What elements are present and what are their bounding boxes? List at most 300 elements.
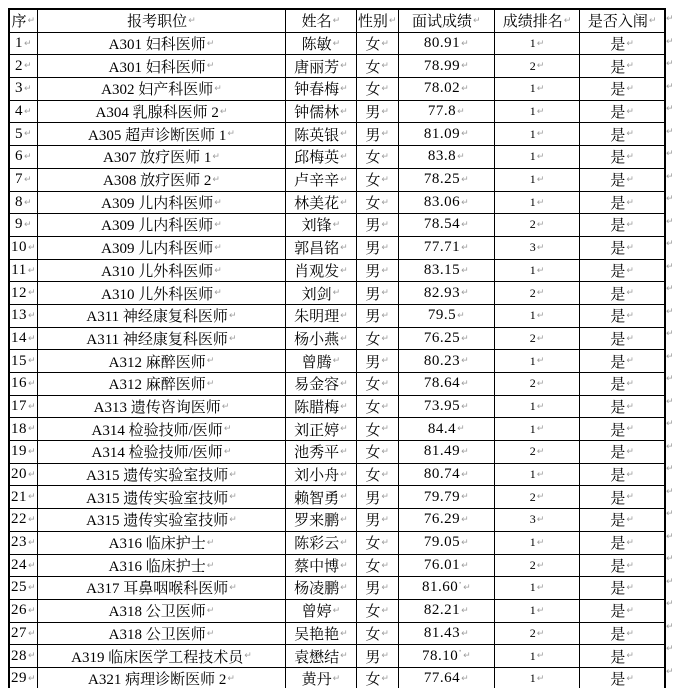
gender-text: 女 [365,36,381,53]
cell-end-mark: ↵ [212,152,220,163]
position-text: A316 临床护士 [108,536,206,553]
gender-cell [356,78,398,101]
row-end-mark: ↵ [666,126,674,137]
cell-end-mark: ↵ [340,310,348,321]
position-text: A312 麻醉医师 [108,377,206,394]
admitted-text: 是 [610,626,626,643]
rank-text: 2 [529,557,536,572]
row-end-mark: ↵ [666,59,674,69]
admitted-cell [580,350,665,373]
gender-text: 男 [365,354,381,371]
cell-end-mark: ↵ [381,628,389,639]
name-text: 刘剑 [301,286,332,303]
gender-text: 女 [365,422,381,439]
score-cell [398,509,494,532]
score-cell [398,282,494,305]
admitted-cell [580,486,665,509]
position-text: A315 遗传实验室技师 [86,513,229,530]
row-number-text: 2 [15,57,24,74]
score-text: 78.64 [423,375,461,392]
name-cell [286,32,356,55]
admitted-cell [580,304,665,327]
cell-end-mark: ↵ [24,197,32,208]
cell-end-mark: ↵ [332,220,341,231]
score-cell [398,327,494,350]
position-text: A317 耳鼻咽喉科医师 [86,581,229,598]
rank-text: 1 [529,603,536,618]
cell-end-mark: ↵ [461,379,469,389]
position-cell [37,645,286,668]
row-end-mark: ↵ [666,486,674,497]
position-text: A316 临床护士 [108,558,206,575]
row-number-text: 27 [11,624,28,641]
gender-cell [356,214,398,237]
rank-cell [494,100,579,123]
cell-end-mark: ↵ [340,401,348,412]
cell-end-mark: ↵ [461,515,469,526]
position-cell [37,554,286,577]
name-cell [286,645,356,668]
row-number-text: 26 [11,602,28,619]
cell-end-mark: ↵ [626,129,634,140]
admitted-cell [580,463,665,486]
space-mark: · [458,576,463,591]
cell-end-mark: ↵ [461,356,469,367]
cell-end-mark: ↵ [381,401,389,412]
rank-text: 1 [529,149,536,164]
row-number-text: 25 [11,579,28,596]
position-cell [37,395,286,418]
cell-end-mark: ↵ [461,673,469,684]
cell-end-mark: ↵ [28,424,36,435]
cell-end-mark: ↵ [206,605,215,616]
admitted-text: 是 [610,263,626,280]
name-cell [286,191,356,214]
rank-cell [494,486,579,509]
cell-end-mark: ↵ [461,38,469,49]
row-end-mark: ↵ [666,14,674,24]
score-cell [398,259,494,282]
rank-text: 3 [529,512,536,527]
score-cell [398,350,494,373]
rank-text: 1 [529,353,536,368]
position-cell [37,327,286,350]
position-cell [37,531,286,554]
cell-end-mark: ↵ [536,38,545,49]
cell-end-mark: ↵ [536,333,545,344]
admitted-cell [580,645,665,668]
gender-cell [356,554,398,577]
header-name [286,9,356,32]
row-end-mark: ↵ [666,36,674,47]
cell-end-mark: ↵ [461,628,469,639]
position-text: A321 病理诊断医师 2 [88,672,227,688]
cell-end-mark: ↵ [381,673,389,684]
position-cell [37,55,286,78]
cell-end-mark: ↵ [340,84,348,95]
gender-text: 男 [365,127,381,144]
rank-text: 1 [529,35,536,50]
row-number-cell [9,395,37,418]
position-text: A315 遗传实验室技师 [86,468,229,484]
cell-end-mark: ↵ [24,61,32,72]
rank-text: 1 [529,671,536,686]
score-cell [398,32,494,55]
admitted-text: 是 [610,331,626,348]
admitted-text: 是 [610,672,626,688]
score-text: 77.64 [423,670,461,687]
gender-text: 女 [365,604,381,621]
admitted-text: 是 [610,82,626,99]
cell-end-mark: ↵ [340,129,348,140]
cell-end-mark: ↵ [473,16,481,26]
admitted-cell [580,236,665,259]
gender-cell [356,622,398,645]
row-number-cell [9,55,37,78]
row-number-cell [9,373,37,396]
rank-cell [494,78,579,101]
cell-end-mark: ↵ [381,310,389,321]
cell-end-mark: ↵ [340,537,348,548]
position-cell [37,599,286,622]
cell-end-mark: ↵ [381,515,389,526]
row-end-mark: ↵ [666,374,674,384]
header-row [9,9,665,32]
admitted-text: 是 [610,468,626,484]
cell-end-mark: ↵ [626,152,634,163]
cell-end-mark: ↵ [28,583,36,594]
table-row [9,418,665,441]
position-text: A305 超声诊断医师 1 [88,127,227,144]
cell-end-mark: ↵ [223,424,232,435]
rank-text: 1 [529,580,536,595]
cell-end-mark: ↵ [381,379,389,389]
table-row [9,373,665,396]
name-text: 曾婷 [301,604,332,621]
score-text: 81.43 [423,624,461,641]
cell-end-mark: ↵ [332,605,341,616]
row-end-mark: ↵ [666,104,674,114]
name-text: 袁懋结 [294,649,340,666]
admitted-cell [580,100,665,123]
score-cell [398,78,494,101]
name-cell [286,259,356,282]
name-text: 池秀平 [294,445,340,462]
rank-cell [494,577,579,600]
gender-cell [356,236,398,259]
row-number-text: 21 [11,488,28,505]
header-position-label: 报考职位 [127,14,188,31]
position-cell [37,259,286,282]
row-number-text: 15 [11,352,28,369]
position-text: A310 儿外科医师 [101,263,214,280]
cell-end-mark: ↵ [381,537,389,548]
cell-end-mark: ↵ [229,492,237,503]
row-end-mark: ↵ [666,531,674,542]
rank-cell [494,236,579,259]
rank-cell [494,395,579,418]
table-row [9,214,665,237]
rank-cell [494,418,579,441]
row-end-mark: ↵ [666,644,674,654]
cell-end-mark: ↵ [536,560,545,571]
row-number-text: 20 [11,466,28,482]
score-text: 83.15 [423,261,461,278]
admitted-text: 是 [610,354,626,371]
position-cell [37,304,286,327]
cell-end-mark: ↵ [381,84,389,95]
row-number-cell [9,622,37,645]
admitted-text: 是 [610,558,626,575]
position-cell [37,373,286,396]
row-end-marks [666,8,676,683]
cell-end-mark: ↵ [28,333,36,344]
cell-end-mark: ↵ [626,515,634,526]
rank-text: 1 [529,194,536,209]
cell-end-mark: ↵ [536,84,545,95]
position-text: A309 儿内科医师 [101,218,214,235]
table-row [9,32,665,55]
rank-text: 2 [529,330,536,345]
row-number-text: 29 [11,670,28,687]
name-text: 赖智勇 [294,490,340,507]
row-end-mark: ↵ [666,666,674,677]
cell-end-mark: ↵ [626,288,634,299]
cell-end-mark: ↵ [388,16,397,26]
cell-end-mark: ↵ [214,220,222,231]
gender-text: 女 [365,82,381,99]
cell-end-mark: ↵ [28,310,36,321]
name-cell [286,531,356,554]
admitted-cell [580,259,665,282]
gender-cell [356,599,398,622]
cell-end-mark: ↵ [381,356,389,367]
cell-end-mark: ↵ [381,583,389,594]
score-cell [398,463,494,486]
position-cell [37,168,286,191]
cell-end-mark: ↵ [457,106,465,117]
rank-cell [494,554,579,577]
row-end-mark: ↵ [666,441,674,452]
cell-end-mark: ↵ [228,333,237,344]
cell-end-mark: ↵ [536,242,545,253]
admitted-text: 是 [610,241,626,258]
name-text: 郭昌铭 [294,241,340,258]
cell-end-mark: ↵ [381,61,389,72]
row-number-cell [9,486,37,509]
position-cell [37,418,286,441]
cell-end-mark: ↵ [340,583,348,594]
gender-text: 女 [365,672,381,688]
name-text: 钟儒林 [294,105,340,121]
cell-end-mark: ↵ [28,401,36,412]
table-row [9,350,665,373]
cell-end-mark: ↵ [340,197,348,208]
rank-cell [494,259,579,282]
admitted-cell [580,282,665,305]
cell-end-mark: ↵ [381,38,389,49]
cell-end-mark: ↵ [381,106,389,117]
position-cell [37,667,286,688]
name-cell [286,395,356,418]
table-row [9,486,665,509]
table-row [9,236,665,259]
admitted-cell [580,146,665,169]
position-cell [37,214,286,237]
admitted-text: 是 [610,150,626,167]
table-row [9,304,665,327]
row-number-text: 12 [11,284,28,301]
cell-end-mark: ↵ [229,515,237,526]
gender-cell [356,259,398,282]
cell-end-mark: ↵ [461,469,469,480]
admitted-text: 是 [610,581,626,598]
cell-end-mark: ↵ [381,492,389,503]
cell-end-mark: ↵ [626,106,634,117]
row-end-mark: ↵ [666,351,674,362]
gender-cell [356,441,398,464]
name-cell [286,622,356,645]
rank-text: 1 [529,467,536,481]
row-number-text: 8 [15,193,24,210]
table-row [9,441,665,464]
cell-end-mark: ↵ [340,242,348,253]
gender-cell [356,191,398,214]
cell-end-mark: ↵ [206,61,215,72]
name-text: 陈彩云 [294,536,340,553]
name-cell [286,441,356,464]
results-table [8,8,666,688]
name-text: 杨凌鹏 [294,581,340,598]
header-admitted [580,9,665,32]
cell-end-mark: ↵ [461,401,469,412]
admitted-cell [580,168,665,191]
gender-cell [356,463,398,486]
name-text: 刘正婷 [294,422,340,439]
table-row [9,100,665,123]
cell-end-mark: ↵ [381,288,389,299]
table-row [9,599,665,622]
admitted-cell [580,622,665,645]
score-cell [398,100,494,123]
space-mark: · [458,644,463,659]
name-cell [286,599,356,622]
row-end-mark: ↵ [666,194,674,204]
score-cell [398,441,494,464]
cell-end-mark: ↵ [221,401,230,412]
cell-end-mark: ↵ [626,197,634,208]
name-text: 肖观发 [294,263,340,280]
table-row [9,667,665,688]
row-number-text: 9 [15,216,24,233]
position-text: A301 妇科医师 [108,36,206,53]
gender-cell [356,509,398,532]
score-cell [398,577,494,600]
rank-cell [494,667,579,688]
score-text: 76.01 [423,556,461,573]
name-cell [286,146,356,169]
name-cell [286,577,356,600]
row-end-mark: ↵ [666,599,674,609]
cell-end-mark: ↵ [461,84,469,95]
admitted-text: 是 [610,536,626,553]
gender-text: 女 [365,558,381,575]
cell-end-mark: ↵ [227,673,235,684]
table-row [9,554,665,577]
cell-end-mark: ↵ [463,651,471,662]
table-row [9,645,665,668]
gender-text: 女 [365,195,381,212]
name-cell [286,667,356,688]
row-number-cell [9,531,37,554]
table-row [9,509,665,532]
cell-end-mark: ↵ [340,152,348,163]
row-number-cell [9,418,37,441]
row-number-cell [9,236,37,259]
header-rank [494,9,579,32]
score-cell [398,123,494,146]
row-number-cell [9,123,37,146]
row-number-cell [9,554,37,577]
score-cell [398,418,494,441]
gender-text: 男 [365,241,381,258]
header-position [37,9,286,32]
cell-end-mark: ↵ [340,515,348,526]
rank-cell [494,304,579,327]
cell-end-mark: ↵ [28,651,36,662]
admitted-cell [580,531,665,554]
admitted-cell [580,214,665,237]
cell-end-mark: ↵ [24,220,32,231]
rank-text: 2 [529,444,536,459]
position-text: A307 放疗医师 1 [103,150,212,167]
cell-end-mark: ↵ [626,242,634,253]
name-cell [286,123,356,146]
cell-end-mark: ↵ [626,583,634,594]
rank-cell [494,509,579,532]
rank-text: 1 [529,535,536,550]
cell-end-mark: ↵ [536,288,545,299]
cell-end-mark: ↵ [340,106,348,117]
cell-end-mark: ↵ [536,106,545,117]
score-cell [398,191,494,214]
score-cell [398,531,494,554]
name-text: 朱明理 [294,309,340,326]
row-number-text: 1 [15,34,24,51]
table-row [9,123,665,146]
row-number-text: 18 [11,420,28,437]
score-cell [398,622,494,645]
score-text: 84.4 [427,420,457,437]
rank-cell [494,168,579,191]
cell-end-mark: ↵ [536,628,545,639]
admitted-cell [580,395,665,418]
cell-end-mark: ↵ [626,220,634,231]
rank-cell [494,214,579,237]
cell-end-mark: ↵ [214,197,222,208]
rank-text: 1 [529,262,536,277]
score-text: 78.10 [421,647,459,664]
row-number-text: 17 [11,397,28,414]
rank-text: 2 [529,376,536,391]
position-text: A311 神经康复科医师 [86,331,228,348]
cell-end-mark: ↵ [626,401,634,412]
cell-end-mark: ↵ [332,673,341,684]
cell-end-mark: ↵ [536,424,545,435]
score-cell [398,645,494,668]
score-text: 81.60 [421,579,459,596]
gender-text: 男 [365,490,381,507]
